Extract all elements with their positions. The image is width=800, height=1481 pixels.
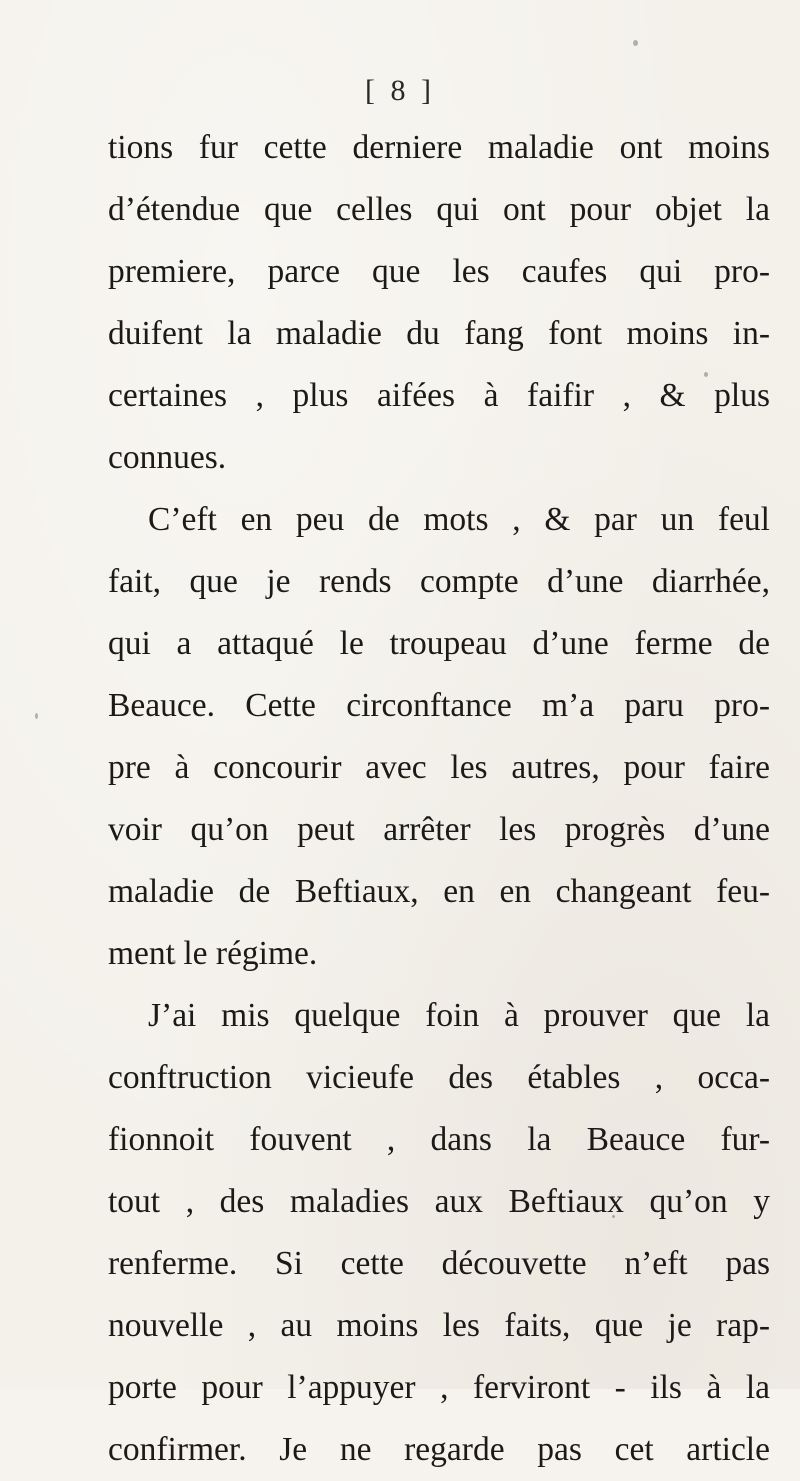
text-line: maladie de Beftiaux, en en changeant feu- xyxy=(108,873,770,910)
text-line: conftruction vicieufe des étables , occa- xyxy=(108,1059,770,1096)
text-line: Beauce. Cette circonftance m’a paru pro- xyxy=(108,687,770,724)
text-line: voir qu’on peut arrêter les progrès d’une xyxy=(108,811,770,848)
paragraph-start-line: C’eft en peu de mots , & par un feul xyxy=(148,501,770,538)
text-line: confirmer. Je ne regarde pas cet article xyxy=(108,1431,770,1468)
text-line: tout , des maladies aux Beftiaux qu’on y xyxy=(108,1183,770,1220)
paper-speck xyxy=(633,40,638,46)
text-line: tions fur cette derniere maladie ont moins xyxy=(108,129,770,166)
text-line: renferme. Si cette découvette n’eft pas xyxy=(108,1245,770,1282)
text-line: ment le régime. xyxy=(108,935,318,972)
body-text xyxy=(108,117,770,1481)
paper-speck xyxy=(612,1215,615,1218)
paper-speck xyxy=(704,372,708,377)
text-line: duifent la maladie du fang font moins in- xyxy=(108,315,770,352)
text-line: nouvelle , au moins les faits, que je rap- xyxy=(108,1307,770,1344)
text-line: fionnoit fouvent , dans la Beauce fur- xyxy=(108,1121,770,1158)
text-line: porte pour l’appuyer , ferviront - ils à la xyxy=(108,1369,770,1406)
text-line: connues. xyxy=(108,439,227,476)
page-number: [ 8 ] xyxy=(365,74,435,107)
paper-speck xyxy=(172,960,176,964)
text-line: certaines , plus aifées à faifir , & plus xyxy=(108,377,770,414)
text-line: fait, que je rends compte d’une diarrhée, xyxy=(108,563,770,600)
text-line: d’étendue que celles qui ont pour objet la xyxy=(108,191,770,228)
paper-speck xyxy=(35,713,38,719)
text-line: pre à concourir avec les autres, pour faire xyxy=(108,749,770,786)
text-line: qui a attaqué le troupeau d’une ferme de xyxy=(108,625,770,662)
paragraph-start-line: J’ai mis quelque foin à prouver que la xyxy=(148,997,770,1034)
text-line: premiere, parce que les caufes qui pro- xyxy=(108,253,770,290)
